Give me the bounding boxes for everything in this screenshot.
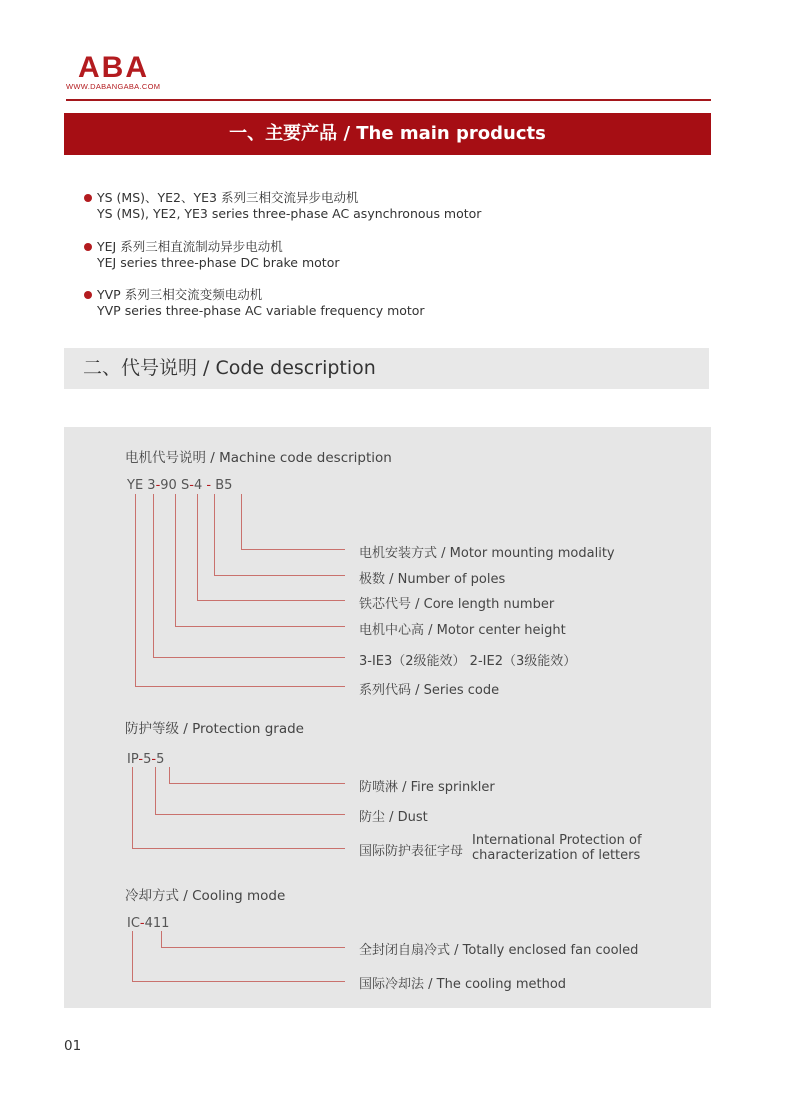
product-name-zh: YVP 系列三相交流变频电动机 (97, 287, 263, 302)
code-separator: - (151, 752, 157, 767)
code-separator: - (206, 478, 212, 493)
fire-sprinkler-label: 防喷淋 / Fire sprinkler (359, 780, 495, 795)
code-sprinkler: 5 (156, 752, 165, 767)
code-411: 411 (144, 916, 170, 931)
center-height-label: 电机中心高 / Motor center height (359, 623, 566, 638)
logo-url: WWW.DABANGABA.COM (66, 82, 161, 91)
code-center-height: 90 (160, 478, 177, 493)
protection-grade-title: 防护等级 / Protection grade (125, 721, 304, 737)
code-mounting: B5 (215, 478, 233, 493)
core-length-label: 铁芯代号 / Core length number (359, 597, 555, 612)
product-name-en: YS (MS), YE2, YE3 series three-phase AC asynchronous motor (97, 206, 482, 221)
code-ic: IC (127, 916, 140, 931)
code-dust: 5 (143, 752, 152, 767)
cooling-mode-title: 冷却方式 / Cooling mode (125, 888, 286, 904)
fan-cooled-label: 全封闭自扇冷式 / Totally enclosed fan cooled (359, 943, 639, 958)
cooling-method-label: 国际冷却法 / The cooling method (359, 977, 567, 992)
code-series: YE (127, 478, 144, 493)
number-of-poles-label: 极数 / Number of poles (359, 572, 506, 587)
product-name-zh: YS (MS)、YE2、YE3 系列三相交流异步电动机 (97, 190, 359, 205)
code-separator: - (155, 478, 161, 493)
code-separator: - (189, 478, 194, 493)
cooling-code (127, 916, 169, 931)
series-code-label: 系列代码 / Series code (359, 683, 500, 698)
code-description-title: 二、代号说明 / Code description (83, 357, 376, 379)
protection-code (127, 752, 164, 767)
mounting-modality-label: 电机安装方式 / Motor mounting modality (359, 546, 615, 561)
main-products-title: 一、主要产品 / The main products (229, 123, 546, 144)
machine-code (127, 478, 232, 493)
international-protection-label-en-2: characterization of letters (472, 848, 641, 863)
code-core-length: S (180, 478, 190, 493)
product-name-en: YEJ series three-phase DC brake motor (97, 255, 340, 270)
code-ip: IP (127, 752, 139, 767)
international-protection-label-zh: 国际防护表征字母 (359, 844, 464, 859)
page-number: 01 (64, 1038, 82, 1054)
code-separator: - (138, 752, 144, 767)
efficiency-label: 3-IE3（2级能效） 2-IE2（3级能效） (359, 654, 577, 669)
code-separator: - (139, 916, 145, 931)
international-protection-label-en-1: International Protection of (472, 833, 642, 848)
dust-label: 防尘 / Dust (359, 810, 428, 825)
product-name-zh: YEJ 系列三相直流制动异步电动机 (97, 239, 283, 254)
machine-code-title: 电机代号说明 / Machine code description (125, 450, 392, 466)
logo: ABA (78, 51, 149, 84)
code-poles: 4 (193, 478, 203, 493)
code-efficiency: 3 (147, 478, 156, 493)
product-name-en: YVP series three-phase AC variable frequency motor (97, 303, 425, 318)
